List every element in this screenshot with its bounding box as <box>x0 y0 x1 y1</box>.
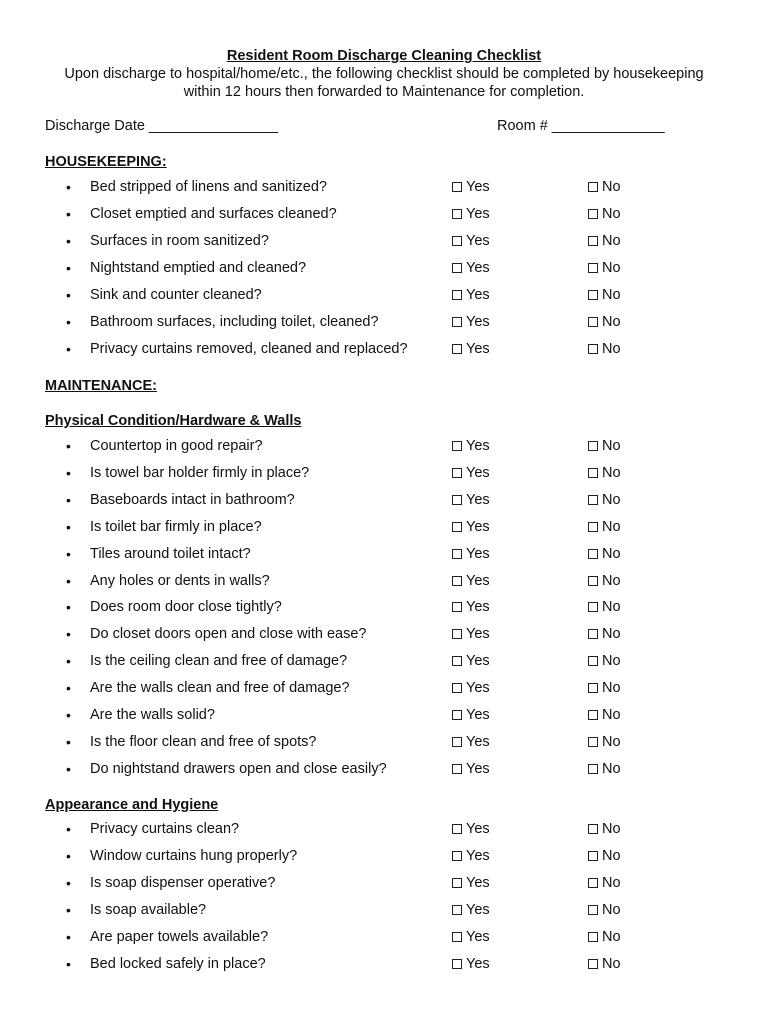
yes-label: Yes <box>466 287 490 303</box>
checklist-item-label: Sink and counter cleaned? <box>90 287 262 303</box>
yes-label: Yes <box>466 491 490 508</box>
checklist-item <box>0 491 768 511</box>
checklist-item <box>0 955 768 975</box>
yes-option[interactable] <box>452 464 490 482</box>
no-option[interactable] <box>588 232 621 250</box>
no-option[interactable] <box>588 259 621 277</box>
yes-option[interactable] <box>452 491 490 509</box>
checklist-item-label: Privacy curtains clean? <box>90 821 240 837</box>
appearance-hygiene-heading: Appearance and Hygiene <box>45 797 219 813</box>
no-option[interactable] <box>588 572 621 590</box>
no-label: No <box>602 491 621 508</box>
checklist-item-label: Surfaces in room sanitized? <box>90 233 269 249</box>
checklist-item <box>0 625 768 645</box>
bullet-icon: • <box>66 438 71 454</box>
checkbox-icon[interactable] <box>588 522 598 532</box>
no-label: No <box>602 653 621 670</box>
checkbox-icon[interactable] <box>588 764 598 774</box>
checkbox-icon[interactable] <box>452 209 462 219</box>
no-label: No <box>602 599 621 616</box>
checklist-item <box>0 572 768 592</box>
yes-label: Yes <box>466 760 490 777</box>
checklist-item-label: Do closet doors open and close with ease? <box>90 626 367 643</box>
yes-option[interactable] <box>452 572 490 590</box>
bullet-icon: • <box>66 518 71 535</box>
yes-label: Yes <box>466 233 490 249</box>
checkbox-icon[interactable] <box>588 344 598 354</box>
bullet-icon: • <box>66 572 71 589</box>
checkbox-icon[interactable] <box>588 905 598 915</box>
checklist-item <box>0 874 768 894</box>
no-label: No <box>602 545 621 562</box>
no-label: No <box>602 206 621 222</box>
yes-option[interactable] <box>452 313 490 331</box>
no-option[interactable] <box>588 901 621 919</box>
no-option[interactable] <box>588 625 621 643</box>
checklist-item <box>0 928 768 948</box>
bullet-icon: • <box>66 545 71 562</box>
bullet-icon: • <box>66 760 71 777</box>
yes-option[interactable] <box>452 652 490 670</box>
checkbox-icon[interactable] <box>588 576 598 586</box>
checkbox-icon[interactable] <box>588 236 598 246</box>
yes-label: Yes <box>466 848 490 864</box>
no-option[interactable] <box>588 928 621 946</box>
no-option[interactable] <box>588 733 621 751</box>
checklist-item <box>0 464 768 484</box>
checklist-item-label: Tiles around toilet intact? <box>90 545 251 562</box>
bullet-icon: • <box>66 929 71 945</box>
no-label: No <box>602 707 621 723</box>
checkbox-icon[interactable] <box>452 344 462 354</box>
yes-option[interactable] <box>452 178 490 196</box>
no-label: No <box>602 875 621 891</box>
checkbox-icon[interactable] <box>452 602 462 612</box>
yes-label: Yes <box>466 956 490 972</box>
yes-option[interactable] <box>452 340 490 358</box>
no-label: No <box>602 179 621 195</box>
no-label: No <box>602 760 621 777</box>
checklist-item <box>0 437 768 457</box>
checkbox-icon[interactable] <box>588 182 598 192</box>
checkbox-icon[interactable] <box>452 441 462 451</box>
checkbox-icon[interactable] <box>452 710 462 720</box>
no-label: No <box>602 518 621 535</box>
no-label: No <box>602 314 621 330</box>
checklist-item <box>0 259 768 279</box>
checklist-item-label: Baseboards intact in bathroom? <box>90 491 295 508</box>
checklist-item <box>0 820 768 840</box>
checklist-item <box>0 545 768 565</box>
yes-label: Yes <box>466 206 490 222</box>
no-label: No <box>602 287 621 303</box>
yes-option[interactable] <box>452 437 490 455</box>
checkbox-icon[interactable] <box>452 764 462 774</box>
yes-option[interactable] <box>452 955 490 973</box>
checkbox-icon[interactable] <box>452 905 462 915</box>
checklist-item <box>0 340 768 360</box>
checklist-item-label: Privacy curtains removed, cleaned and replaced? <box>90 341 408 357</box>
checklist-item-label: Is soap available? <box>90 902 207 918</box>
no-label: No <box>602 848 621 864</box>
checkbox-icon[interactable] <box>588 263 598 273</box>
checkbox-icon[interactable] <box>452 290 462 300</box>
intro-text <box>40 65 728 101</box>
checkbox-icon[interactable] <box>452 317 462 327</box>
checkbox-icon[interactable] <box>452 549 462 559</box>
no-label: No <box>602 438 621 454</box>
checklist-item <box>0 706 768 726</box>
checkbox-icon[interactable] <box>588 851 598 861</box>
checkbox-icon[interactable] <box>452 737 462 747</box>
yes-option[interactable] <box>452 874 490 892</box>
checklist-item-label: Is towel bar holder firmly in place? <box>90 464 310 481</box>
no-option[interactable] <box>588 706 621 724</box>
no-label: No <box>602 233 621 249</box>
checkbox-icon[interactable] <box>452 263 462 273</box>
checklist-item-label: Is the ceiling clean and free of damage? <box>90 653 348 670</box>
checklist-item <box>0 760 768 780</box>
yes-label: Yes <box>466 875 490 891</box>
no-label: No <box>602 572 621 589</box>
checkbox-icon[interactable] <box>588 737 598 747</box>
checklist-item-label: Any holes or dents in walls? <box>90 572 270 589</box>
no-option[interactable] <box>588 874 621 892</box>
yes-option[interactable] <box>452 901 490 919</box>
checklist-item-label: Bathroom surfaces, including toilet, cleaned? <box>90 314 379 330</box>
checkbox-icon[interactable] <box>452 656 462 666</box>
checkbox-icon[interactable] <box>588 602 598 612</box>
no-option[interactable] <box>588 847 621 865</box>
no-option[interactable] <box>588 820 621 838</box>
checkbox-icon[interactable] <box>588 710 598 720</box>
maintenance-heading: MAINTENANCE: <box>45 378 157 394</box>
checklist-item <box>0 733 768 753</box>
yes-option[interactable] <box>452 205 490 223</box>
yes-option[interactable] <box>452 545 490 563</box>
checkbox-icon[interactable] <box>588 441 598 451</box>
bullet-icon: • <box>66 821 71 837</box>
checkbox-icon[interactable] <box>588 209 598 219</box>
yes-label: Yes <box>466 341 490 357</box>
checklist-item <box>0 847 768 867</box>
yes-option[interactable] <box>452 706 490 724</box>
housekeeping-heading: HOUSEKEEPING: <box>45 154 167 170</box>
no-label: No <box>602 626 621 643</box>
intro-line-2: within 12 hours then forwarded to Maintenance for completion. <box>183 84 585 100</box>
checkbox-icon[interactable] <box>452 495 462 505</box>
yes-option[interactable] <box>452 928 490 946</box>
checkbox-icon[interactable] <box>588 878 598 888</box>
checkbox-icon[interactable] <box>452 851 462 861</box>
checklist-item-label: Closet emptied and surfaces cleaned? <box>90 206 337 222</box>
bullet-icon: • <box>66 653 71 670</box>
checklist-item-label: Are the walls clean and free of damage? <box>90 680 350 697</box>
bullet-icon: • <box>66 875 71 891</box>
checkbox-icon[interactable] <box>588 317 598 327</box>
yes-label: Yes <box>466 707 490 723</box>
no-option[interactable] <box>588 437 621 455</box>
bullet-icon: • <box>66 314 71 330</box>
checkbox-icon[interactable] <box>452 576 462 586</box>
no-label: No <box>602 260 621 276</box>
header-fields <box>45 118 725 138</box>
yes-label: Yes <box>466 821 490 837</box>
yes-label: Yes <box>466 545 490 562</box>
yes-option[interactable] <box>452 847 490 865</box>
checkbox-icon[interactable] <box>588 932 598 942</box>
yes-label: Yes <box>466 314 490 330</box>
bullet-icon: • <box>66 491 71 508</box>
checklist-item-label: Bed locked safely in place? <box>90 956 266 972</box>
bullet-icon: • <box>66 848 71 864</box>
bullet-icon: • <box>66 707 71 723</box>
checkbox-icon[interactable] <box>588 959 598 969</box>
yes-option[interactable] <box>452 679 490 697</box>
no-label: No <box>602 929 621 945</box>
no-option[interactable] <box>588 679 621 697</box>
discharge-date-field[interactable]: Discharge Date ________________ <box>45 118 278 134</box>
checkbox-icon[interactable] <box>452 629 462 639</box>
checklist-item-label: Bed stripped of linens and sanitized? <box>90 179 327 195</box>
yes-option[interactable] <box>452 232 490 250</box>
no-option[interactable] <box>588 340 621 358</box>
no-label: No <box>602 464 621 481</box>
checklist-item <box>0 205 768 225</box>
bullet-icon: • <box>66 599 71 616</box>
checkbox-icon[interactable] <box>588 824 598 834</box>
yes-option[interactable] <box>452 518 490 536</box>
bullet-icon: • <box>66 733 71 750</box>
checklist-item <box>0 679 768 699</box>
checklist-item <box>0 313 768 333</box>
checkbox-icon[interactable] <box>452 236 462 246</box>
checkbox-icon[interactable] <box>452 932 462 942</box>
yes-label: Yes <box>466 626 490 643</box>
no-label: No <box>602 733 621 750</box>
room-number-field[interactable]: Room # ______________ <box>497 118 665 134</box>
bullet-icon: • <box>66 206 71 222</box>
checklist-item-label: Countertop in good repair? <box>90 438 263 454</box>
yes-label: Yes <box>466 260 490 276</box>
checkbox-icon[interactable] <box>452 468 462 478</box>
checklist-item-label: Do nightstand drawers open and close easily? <box>90 760 387 777</box>
no-label: No <box>602 902 621 918</box>
bullet-icon: • <box>66 956 71 972</box>
checklist-item-label: Window curtains hung properly? <box>90 848 298 864</box>
yes-option[interactable] <box>452 598 490 616</box>
checklist-item <box>0 518 768 538</box>
no-option[interactable] <box>588 955 621 973</box>
yes-label: Yes <box>466 179 490 195</box>
yes-option[interactable] <box>452 820 490 838</box>
yes-option[interactable] <box>452 625 490 643</box>
no-option[interactable] <box>588 760 621 778</box>
yes-label: Yes <box>466 929 490 945</box>
checkbox-icon[interactable] <box>452 522 462 532</box>
checklist-item-label: Nightstand emptied and cleaned? <box>90 260 307 276</box>
yes-option[interactable] <box>452 259 490 277</box>
yes-label: Yes <box>466 438 490 454</box>
bullet-icon: • <box>66 233 71 249</box>
yes-label: Yes <box>466 464 490 481</box>
bullet-icon: • <box>66 287 71 303</box>
bullet-icon: • <box>66 341 71 357</box>
yes-option[interactable] <box>452 286 490 304</box>
checkbox-icon[interactable] <box>452 824 462 834</box>
no-option[interactable] <box>588 464 621 482</box>
checkbox-icon[interactable] <box>452 182 462 192</box>
checkbox-icon[interactable] <box>588 468 598 478</box>
checklist-item <box>0 286 768 306</box>
yes-label: Yes <box>466 572 490 589</box>
checkbox-icon[interactable] <box>588 290 598 300</box>
checklist-item <box>0 232 768 252</box>
no-option[interactable] <box>588 313 621 331</box>
bullet-icon: • <box>66 902 71 918</box>
yes-label: Yes <box>466 653 490 670</box>
no-option[interactable] <box>588 491 621 509</box>
checkbox-icon[interactable] <box>588 629 598 639</box>
bullet-icon: • <box>66 680 71 697</box>
checklist-item <box>0 901 768 921</box>
bullet-icon: • <box>66 260 71 276</box>
checklist-item-label: Are paper towels available? <box>90 929 269 945</box>
no-option[interactable] <box>588 545 621 563</box>
checklist-item-label: Is soap dispenser operative? <box>90 875 276 891</box>
yes-label: Yes <box>466 733 490 750</box>
no-label: No <box>602 956 621 972</box>
document-title: Resident Room Discharge Cleaning Checklist <box>226 48 542 64</box>
checkbox-icon[interactable] <box>588 495 598 505</box>
checkbox-icon[interactable] <box>588 683 598 693</box>
no-label: No <box>602 821 621 837</box>
checkbox-icon[interactable] <box>452 959 462 969</box>
no-option[interactable] <box>588 652 621 670</box>
checkbox-icon[interactable] <box>588 656 598 666</box>
checkbox-icon[interactable] <box>588 549 598 559</box>
yes-label: Yes <box>466 902 490 918</box>
yes-option[interactable] <box>452 760 490 778</box>
yes-option[interactable] <box>452 733 490 751</box>
intro-line-1: Upon discharge to hospital/home/etc., the following checklist should be completed by housekeeping <box>64 66 704 82</box>
bullet-icon: • <box>66 626 71 643</box>
no-label: No <box>602 341 621 357</box>
no-option[interactable] <box>588 178 621 196</box>
checklist-item-label: Is toilet bar firmly in place? <box>90 518 262 535</box>
no-option[interactable] <box>588 598 621 616</box>
yes-label: Yes <box>466 518 490 535</box>
no-label: No <box>602 680 621 697</box>
yes-label: Yes <box>466 680 490 697</box>
no-option[interactable] <box>588 205 621 223</box>
checklist-item-label: Is the floor clean and free of spots? <box>90 733 317 750</box>
checklist-item-label: Does room door close tightly? <box>90 599 282 616</box>
no-option[interactable] <box>588 286 621 304</box>
no-option[interactable] <box>588 518 621 536</box>
yes-label: Yes <box>466 599 490 616</box>
bullet-icon: • <box>66 179 71 195</box>
bullet-icon: • <box>66 464 71 481</box>
checkbox-icon[interactable] <box>452 878 462 888</box>
checklist-item-label: Are the walls solid? <box>90 707 215 723</box>
checklist-item <box>0 598 768 618</box>
checkbox-icon[interactable] <box>452 683 462 693</box>
physical-condition-heading: Physical Condition/Hardware & Walls <box>45 413 302 429</box>
checklist-item <box>0 652 768 672</box>
checklist-item <box>0 178 768 198</box>
